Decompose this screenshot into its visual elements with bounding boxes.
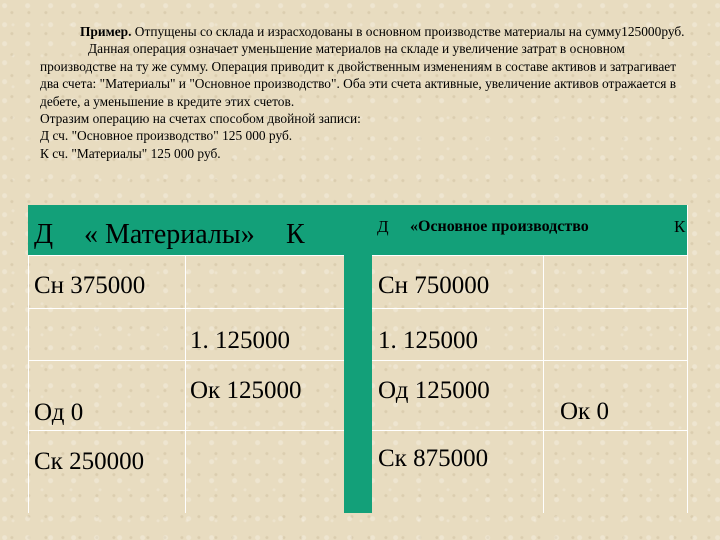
t-accounts <box>28 205 688 513</box>
debit-entry: 1. 125000 <box>378 327 478 354</box>
row-line <box>28 360 344 361</box>
credit-turnover: Ок 125000 <box>190 377 302 404</box>
credit-entry: 1. 125000 <box>190 327 290 354</box>
explanation-paragraph: Данная операция означает уменьшение материалов на складе и увеличение затрат в основном производстве на ту же сумму. Операция приводит к двойственным изменениям в составе активов и затрагивает два счета: "Материалы" и "Основное производство". Оба эти счета активные, увеличение активов отражается в дебете, а уменьшение в кредите этих счетов. <box>40 41 677 109</box>
example-label: Пример. <box>80 24 132 39</box>
debit-label: Д <box>34 219 54 250</box>
debit-turnover: Од 125000 <box>378 377 490 404</box>
row-line <box>28 430 344 431</box>
account-production <box>372 205 688 513</box>
account-materials <box>28 205 344 513</box>
credit-label: К <box>286 219 305 250</box>
example-text <box>40 23 690 162</box>
example-statement: Отпущены со склада и израсходованы в основном производстве материалы на сумму125000руб. <box>131 24 685 39</box>
accounts-divider <box>344 205 372 513</box>
opening-balance: Сн 375000 <box>34 272 146 299</box>
debit-entry-line: Д сч. "Основное производство" 125 000 руб. <box>40 128 293 144</box>
credit-entry-line: К сч. "Материалы" 125 000 руб. <box>40 145 221 161</box>
row-line <box>372 308 688 309</box>
example-line <box>40 23 690 40</box>
account-title: «Основное производство <box>410 218 589 235</box>
row-line <box>372 255 688 256</box>
row-line <box>28 255 344 256</box>
credit-turnover: Ок 0 <box>560 398 609 425</box>
account-center-line <box>543 255 544 513</box>
closing-balance: Ск 250000 <box>34 448 145 475</box>
account-production-header <box>372 205 688 255</box>
account-left-border <box>28 255 29 513</box>
debit-label: Д <box>377 217 389 236</box>
row-line <box>372 430 688 431</box>
record-intro: Отразим операцию на счетах способом двойной записи: <box>40 111 361 127</box>
account-materials-header <box>28 205 344 255</box>
row-line <box>372 360 688 361</box>
closing-balance: Ск 875000 <box>378 445 489 472</box>
row-line <box>28 308 344 309</box>
opening-balance: Сн 750000 <box>378 272 490 299</box>
account-right-border <box>687 205 688 513</box>
debit-turnover: Од 0 <box>34 399 84 426</box>
account-title: « Материалы» <box>84 219 255 250</box>
account-center-line <box>185 255 186 513</box>
credit-label: К <box>674 217 686 236</box>
